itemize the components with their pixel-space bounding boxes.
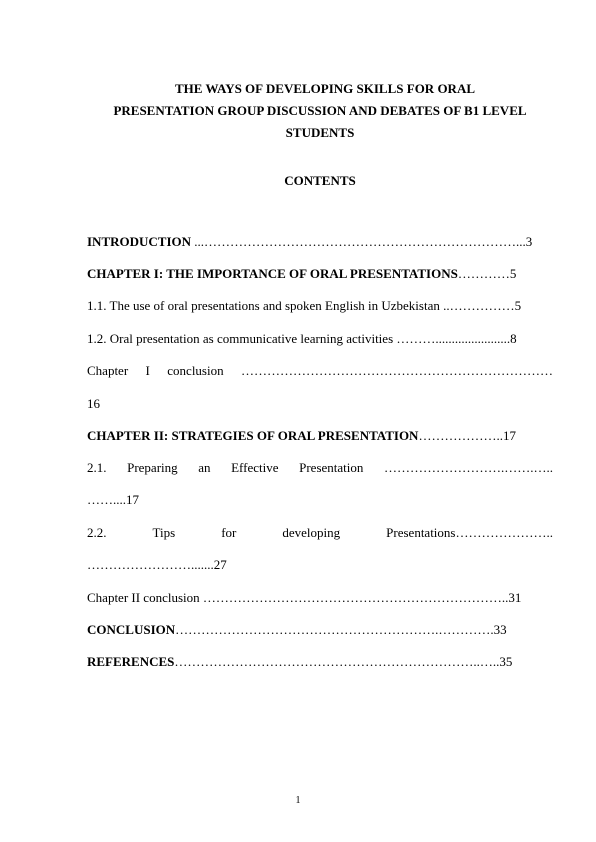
title-line-2: PRESENTATION GROUP DISCUSSION AND DEBATES OF B1 LEVEL [113,103,527,118]
toc-word: Preparing [127,460,178,475]
toc-label: CONCLUSION [87,622,176,637]
title-line-3: STUDENTS [285,125,355,140]
toc-entry-2-2 [87,524,553,542]
toc-leader: ...………………………………………………………………...3 [191,234,533,249]
toc-page-number-continued: 16 [87,396,100,411]
title-line-1: THE WAYS OF DEVELOPING SKILLS FOR ORAL [174,81,476,96]
toc-leader: ……………………………………………………………..…..35 [174,654,513,669]
toc-word: Effective [231,460,279,475]
toc-label: REFERENCES [87,654,175,669]
toc-leader: …………………………………………………….………….33 [175,622,507,637]
toc-word: for [221,525,237,540]
toc-entry-2-1 [87,459,553,477]
toc-word: I [145,363,150,378]
toc-entry-1-2: 1.2. Oral presentation as communicative learning activities ……….......................8 [87,331,517,346]
toc-entry-chapter-2-conclusion: Chapter II conclusion ……………………………………………………………..31 [87,590,522,605]
toc-word: 2.1. [87,460,107,475]
toc-leader: …………5 [457,266,517,281]
toc-word: an [198,460,211,475]
page-number: 1 [295,795,301,806]
toc-word: 2.2. [87,525,107,540]
toc-word: developing [282,525,341,540]
toc-entry-conclusion [87,621,553,639]
toc-word: Presentation [299,460,364,475]
toc-entry-introduction [87,233,553,251]
toc-entry-chapter-2 [87,427,553,445]
toc-label: CHAPTER I: THE IMPORTANCE OF ORAL PRESENTATIONS [87,266,458,281]
toc-label: CHAPTER II: STRATEGIES OF ORAL PRESENTATION [87,428,419,443]
toc-entry-1-1: 1.1. The use of oral presentations and spoken English in Uzbekistan ..……………5 [87,298,522,313]
contents-heading: CONTENTS [284,173,356,188]
toc-entry-chapter-1-conclusion [87,362,553,380]
toc-word: Presentations………………….. [386,525,553,540]
toc-leader: ……………………….…….….. [383,460,553,475]
toc-leader-continued: …………………….......27 [87,557,227,572]
toc-label: INTRODUCTION [87,234,192,249]
toc-leader: ……………………………………………………………… [241,363,553,378]
toc-entry-references [87,653,553,671]
toc-leader-continued: ……....17 [87,492,139,507]
toc-leader: ………………..17 [418,428,516,443]
toc-word: Chapter [87,363,129,378]
toc-word: Tips [152,525,176,540]
toc-word: conclusion [167,363,224,378]
toc-entry-chapter-1 [87,265,553,283]
